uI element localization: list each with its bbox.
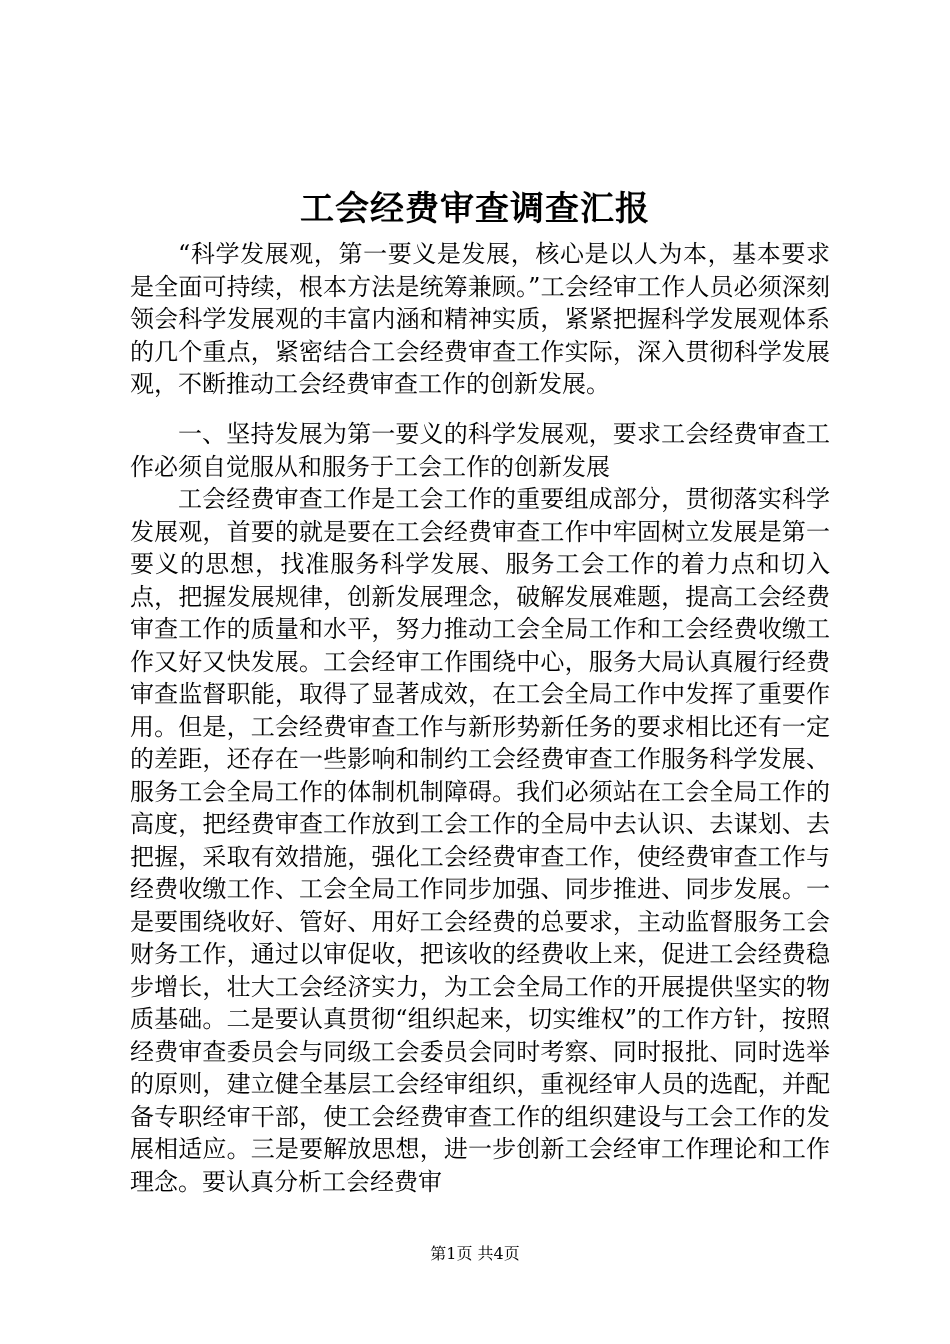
section-heading-block	[130, 418, 830, 483]
page-footer: 第1页 共4页	[430, 1244, 520, 1263]
section-heading: 一、坚持发展为第一要义的科学发展观，要求工会经费审查工作必须自觉服从和服务于工会工作的创新发展	[130, 420, 830, 481]
document-title: 工会经费审查调查汇报	[300, 189, 650, 229]
intro-paragraph-block	[130, 238, 830, 401]
main-paragraph: 工会经费审查工作是工会工作的重要组成部分，贯彻落实科学发展观，首要的就是要在工会经费审查工作中牢固树立发展是第一要义的思想，找准服务科学发展、服务工会工作的着力点和切入点，把握发展规律，创新发展理念，破解发展难题，提高工会经费审查工作的质量和水平，努力推动工会全局工作和工会经费收缴工作又好又快发展。工会经审工作围绕中心，服务大局认真履行经费审查监督职能，取得了显著成效，在工会全局工作中发挥了重要作用。但是，工会经费审查工作与新形势新任务的要求相比还有一定的差距，还存在一些影响和制约工会经费审查工作服务科学发展、服务工会全局工作的体制机制障碍。我们必须站在工会全局工作的高度，把经费审查工作放到工会工作的全局中去认识、去谋划、去把握，采取有效措施，强化工会经费审查工作，使经费审查工作与经费收缴工作、工会全局工作同步加强、同步推进、同步发展。一是要围绕收好、管好、用好工会经费的总要求，主动监督服务工会财务工作，通过以审促收，把该收的经费收上来，促进工会经费稳步增长，壮大工会经济实力，为工会全局工作的开展提供坚实的物质基础。二是要认真贯彻“组织起来，切实维权”的工作方针，按照经费审查委员会与同级工会委员会同时考察、同时报批、同时选举的原则，建立健全基层工会经审组织，重视经审人员的选配，并配备专职经审干部，使工会经费审查工作的组织建设与工会工作的发展相适应。三是要解放思想，进一步创新工会经审工作理论和工作理念。要认真分析工会经费审	[130, 485, 830, 1196]
main-paragraph-block	[130, 483, 830, 1198]
intro-paragraph: “科学发展观，第一要义是发展，核心是以人为本，基本要求是全面可持续，根本方法是统筹兼顾。”工会经审工作人员必须深刻领会科学发展观的丰富内涵和精神实质，紧紧把握科学发展观体系的几个重点，紧密结合工会经费审查工作实际，深入贯彻科学发展观，不断推动工会经费审查工作的创新发展。	[130, 240, 830, 398]
